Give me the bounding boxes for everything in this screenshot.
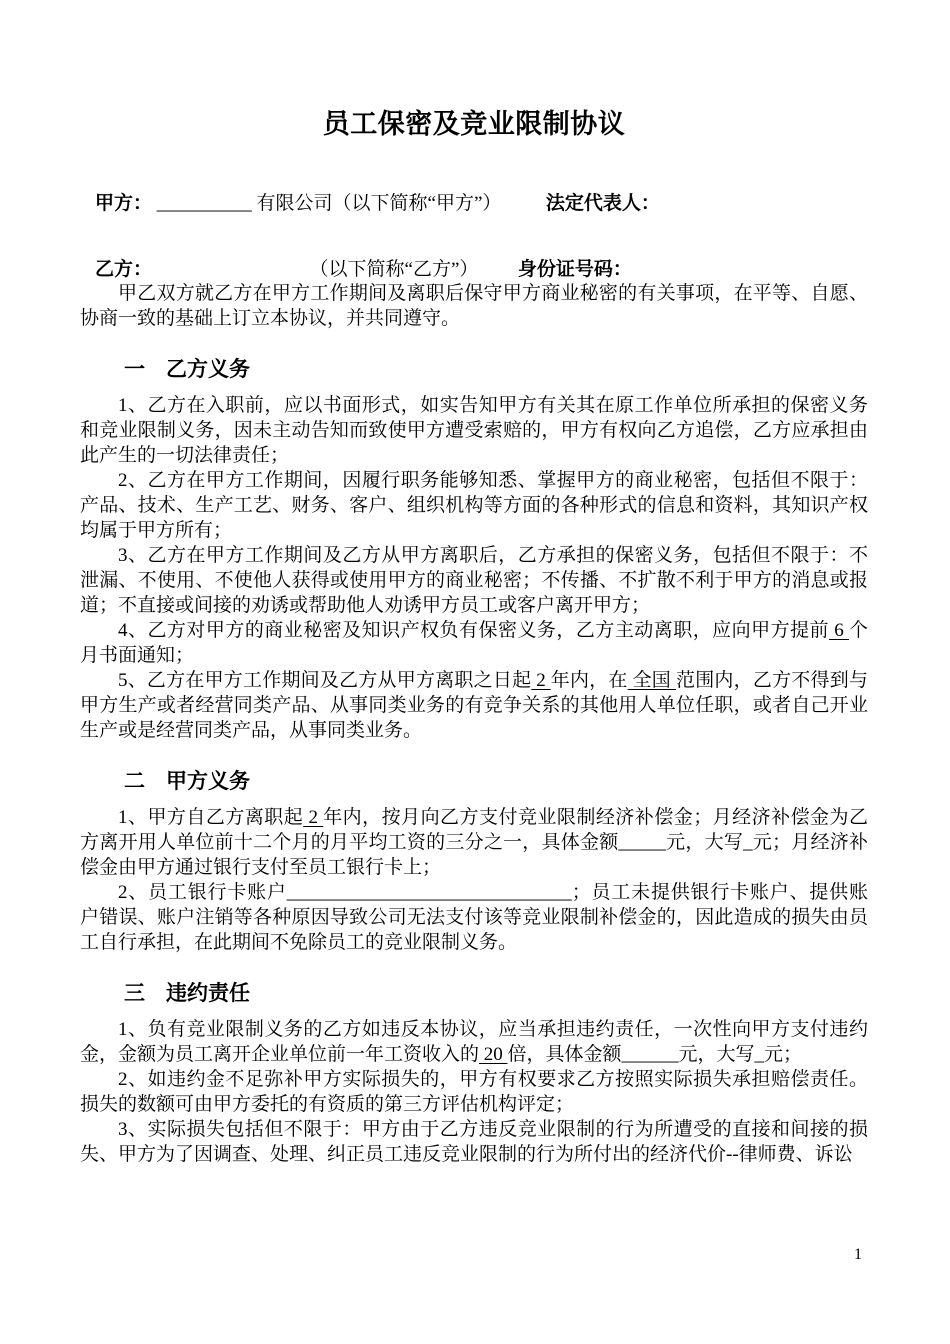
section-3-paragraph-2: 2、如违约金不足弥补甲方实际损失的，甲方有权要求乙方按照实际损失承担赔偿责任。损失的数额可由甲方委托的有资质的第三方评估机构评定；	[80, 1069, 868, 1115]
section-2-heading: 二 甲方义务	[124, 770, 250, 793]
section-3-paragraph-1: 1、负有竞业限制义务的乙方如违反本协议，应当承担违约责任，一次性向甲方支付违约金，金额为员工离开企业单位前一年工资收入的 20 倍，具体金额______元，大写_元；	[80, 1019, 868, 1065]
document-title: 员工保密及竞业限制协议	[322, 109, 626, 139]
section-1-paragraph-3: 3、乙方在甲方工作期间及乙方从甲方离职后，乙方承担的保密义务，包括但不限于：不泄漏、不使用、不使他人获得或使用甲方的商业秘密；不传播、不扩散不利于甲方的消息或报道；不直接或间接的劝诱或帮助他人劝诱甲方员工或客户离开甲方；	[80, 545, 868, 616]
section-1-heading: 一 乙方义务	[124, 358, 250, 381]
section-2-paragraph-2: 2、员工银行卡账户______________________________；员工未提供银行卡账户、提供账户错误、账户注销等各种原因导致公司无法支付该等竞业限制补偿金的，因此造成的损失由员工自行承担，在此期间不免除员工的竞业限制义务。	[80, 882, 868, 953]
party-a-row	[80, 192, 868, 215]
party-b-suffix: （以下简称“乙方”）	[309, 259, 479, 280]
section-1-paragraph-4: 4、乙方对甲方的商业秘密及知识产权负有保密义务，乙方主动离职，应向甲方提前 6 个月书面通知；	[80, 620, 868, 666]
party-a-name-blank: __________	[156, 193, 252, 214]
section-breach-liability	[80, 981, 868, 1167]
section-1-paragraph-1: 1、乙方在入职前，应以书面形式，如实告知甲方有关其在原工作单位所承担的保密义务和竞业限制义务，因未主动告知而致使甲方遭受索赔的，甲方有权向乙方追偿，乙方应承担由此产生的一切法律责任；	[80, 395, 868, 466]
party-a-representative-label: 法定代表人：	[545, 193, 660, 214]
party-a-suffix: 有限公司（以下简称“甲方”）	[256, 193, 502, 214]
section-3-heading: 三 违约责任	[124, 982, 250, 1005]
party-b-row	[80, 258, 868, 281]
party-b-name-space	[157, 274, 305, 275]
party-b-id-label: 身份证号码：	[517, 259, 632, 280]
section-2-paragraph-1: 1、甲方自乙方离职起 2 年内，按月向乙方支付竞业限制经济补偿金；月经济补偿金为乙方离开用人单位前十二个月的月平均工资的三分之一，具体金额_____元，大写_元；月经济补偿金由甲方通过银行支付至员工银行卡上；	[80, 807, 868, 878]
section-1-paragraph-2: 2、乙方在甲方工作期间，因履行职务能够知悉、掌握甲方的商业秘密，包括但不限于：产品、技术、生产工艺、财务、客户、组织机构等方面的各种形式的信息和资料，其知识产权均属于甲方所有；	[80, 470, 868, 541]
section-party-b-obligations	[80, 357, 868, 743]
party-a-label: 甲方：	[95, 193, 153, 214]
party-b-spacer	[483, 274, 513, 275]
section-3-paragraph-3: 3、实际损失包括但不限于：甲方由于乙方违反竞业限制的行为所遭受的直接和间接的损失、甲方为了因调查、处理、纠正员工违反竞业限制的行为所付出的经济代价--律师费、诉讼	[80, 1119, 868, 1165]
party-b-label: 乙方：	[95, 259, 153, 280]
page-number: 1	[854, 1246, 862, 1263]
party-a-spacer	[506, 208, 541, 209]
preamble-paragraph: 甲乙双方就乙方在甲方工作期间及离职后保守甲方商业秘密的有关事项，在平等、自愿、协商一致的基础上订立本协议，并共同遵守。	[80, 283, 868, 329]
section-1-paragraph-5: 5、乙方在甲方工作期间及乙方从甲方离职之日起 2 年内，在 全国 范围内，乙方不得到与甲方生产或者经营同类产品、从事同类业务的有竞争关系的其他用人单位任职，或者自己开业生产或是经营同类产品，从事同类业务。	[80, 670, 868, 741]
section-party-a-obligations	[80, 769, 868, 955]
